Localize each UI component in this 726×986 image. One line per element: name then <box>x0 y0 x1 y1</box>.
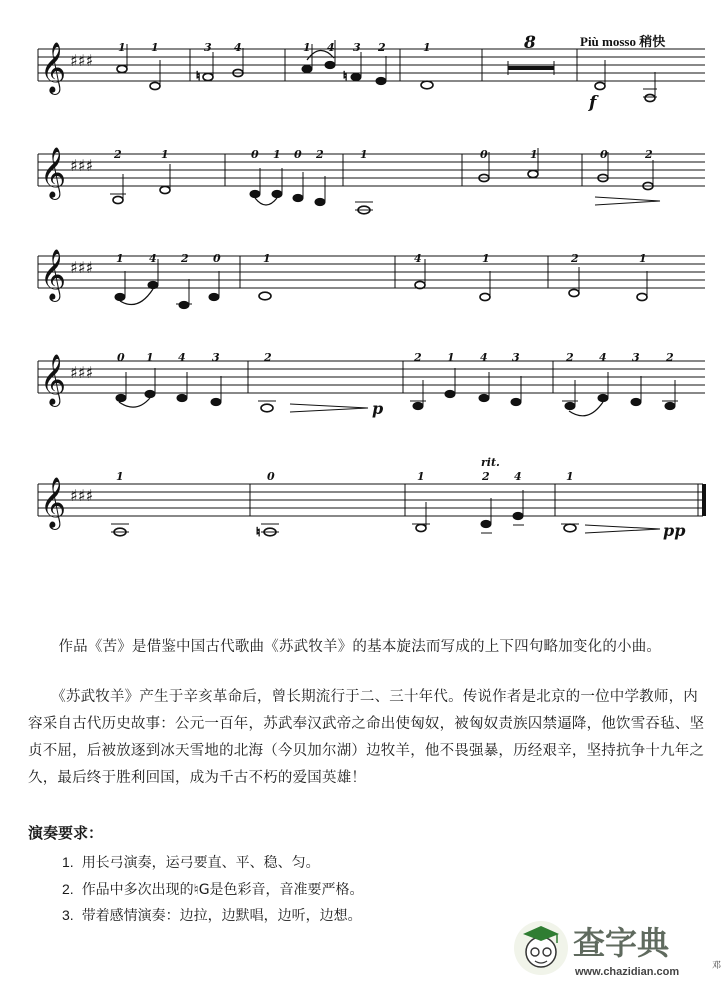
requirement-text: 用长弓演奏，运弓要直、平、稳、匀。 <box>81 855 320 871</box>
svg-text:1: 1 <box>263 252 271 265</box>
svg-text:3: 3 <box>353 41 361 54</box>
svg-text:4: 4 <box>149 252 157 265</box>
svg-text:4: 4 <box>178 351 186 364</box>
ritardando-marking: rit. <box>481 456 500 469</box>
watermark-url: www.chazidian.com <box>575 966 680 978</box>
svg-text:1: 1 <box>360 148 368 161</box>
notes-system-3 <box>115 259 647 309</box>
svg-text:3: 3 <box>204 41 212 54</box>
key-signature-sharps: ♯♯♯ <box>70 258 94 277</box>
svg-text:2: 2 <box>666 351 674 364</box>
svg-text:0: 0 <box>213 252 221 265</box>
requirement-text: 带着感情演奏：边拉，边默唱，边听，边想。 <box>81 908 362 924</box>
notes-system-5 <box>111 490 660 539</box>
svg-text:0: 0 <box>117 351 125 364</box>
key-signature-sharps: ♯♯♯ <box>70 363 94 382</box>
requirement-number: 2. <box>62 881 74 897</box>
treble-clef: 𝄞 <box>40 147 67 198</box>
key-signature-sharps: ♯♯♯ <box>70 156 94 175</box>
svg-text:1: 1 <box>566 470 574 483</box>
svg-text:1: 1 <box>423 41 431 54</box>
treble-clef: 𝄞 <box>40 477 67 528</box>
svg-text:2: 2 <box>482 470 490 483</box>
requirement-text: 作品中多次出现的♮G是色彩音，音准要严格。 <box>81 882 364 898</box>
svg-text:2: 2 <box>316 148 324 161</box>
fingerings-system-4 <box>117 351 674 364</box>
requirements-title: 演奏要求： <box>28 824 104 842</box>
key-signature-sharps: ♯♯♯ <box>70 51 94 70</box>
svg-text:4: 4 <box>327 41 335 54</box>
svg-text:1: 1 <box>447 351 455 364</box>
svg-text:♮: ♮ <box>196 69 201 83</box>
svg-text:0: 0 <box>251 148 259 161</box>
svg-text:1: 1 <box>146 351 154 364</box>
svg-text:1: 1 <box>417 470 425 483</box>
requirement-item-1 <box>62 852 320 872</box>
measure-rest-count: 8 <box>524 33 536 53</box>
description-paragraph-2: 《苏武牧羊》产生于辛亥革命后，曾长期流行于二、三十年代。传说作者是北京的一位中学教师，内容采自古代历史故事：公元一百年，苏武奉汉武帝之命出使匈奴，被匈奴责族囚禁逼降，他饮雪吞毡、坚贞不屈，后被放逐到冰天雪地的北海（今贝加尔湖）边牧羊，他不畏强暴，历经艰辛，坚持抗争十九年之久，最后终于胜利回国，成为千古不朽的爱国英雄！ <box>28 689 705 786</box>
svg-text:3: 3 <box>632 351 640 364</box>
svg-text:2: 2 <box>566 351 574 364</box>
svg-text:3: 3 <box>512 351 520 364</box>
treble-clef: 𝄞 <box>40 42 67 93</box>
requirement-item-3 <box>62 905 362 925</box>
final-barline <box>702 484 706 516</box>
svg-text:♮: ♮ <box>343 69 348 83</box>
svg-text:2: 2 <box>114 148 122 161</box>
svg-text:1: 1 <box>273 148 281 161</box>
svg-text:3: 3 <box>212 351 220 364</box>
svg-text:0: 0 <box>267 470 275 483</box>
svg-text:1: 1 <box>151 41 159 54</box>
svg-text:♮: ♮ <box>256 525 261 539</box>
svg-text:1: 1 <box>116 252 124 265</box>
fingerings-system-5 <box>116 470 574 483</box>
svg-text:2: 2 <box>264 351 272 364</box>
svg-text:1: 1 <box>161 148 169 161</box>
corner-text: 邓 <box>712 961 722 971</box>
svg-text:1: 1 <box>639 252 647 265</box>
key-signature-sharps: ♯♯♯ <box>70 486 94 505</box>
fingerings-system-1 <box>118 41 431 54</box>
dynamic-piano: p <box>372 399 384 418</box>
notes-system-4 <box>116 368 678 416</box>
staff-system-4 <box>38 361 705 393</box>
svg-text:0: 0 <box>600 148 608 161</box>
svg-text:1: 1 <box>303 41 311 54</box>
svg-text:2: 2 <box>645 148 653 161</box>
dynamic-pianissimo: pp <box>663 521 686 540</box>
svg-text:1: 1 <box>482 252 490 265</box>
svg-text:2: 2 <box>414 351 422 364</box>
fingerings-system-3 <box>116 252 647 265</box>
svg-text:1: 1 <box>116 470 124 483</box>
tempo-marking: Più mosso 稍快 <box>580 34 666 49</box>
svg-text:4: 4 <box>234 41 242 54</box>
description-paragraph-1: 作品《苦》是借鉴中国古代歌曲《苏武牧羊》的基本旋法而写成的上下四句略加变化的小曲。 <box>58 639 662 655</box>
requirement-number: 3. <box>62 907 74 923</box>
watermark-name: 查字典 <box>573 924 670 962</box>
svg-text:1: 1 <box>530 148 538 161</box>
svg-text:0: 0 <box>294 148 302 161</box>
notes-system-2 <box>110 148 660 214</box>
svg-text:4: 4 <box>480 351 488 364</box>
svg-text:0: 0 <box>480 148 488 161</box>
svg-text:4: 4 <box>599 351 607 364</box>
svg-text:2: 2 <box>181 252 189 265</box>
svg-text:2: 2 <box>378 41 386 54</box>
requirement-number: 1. <box>62 854 74 870</box>
requirement-item-2 <box>62 879 364 899</box>
dynamic-forte: f <box>589 93 597 113</box>
treble-clef: 𝄞 <box>40 354 67 405</box>
svg-text:2: 2 <box>571 252 579 265</box>
svg-text:1: 1 <box>118 41 126 54</box>
staff-system-5 <box>38 484 703 516</box>
watermark-logo <box>513 910 713 982</box>
staff-system-3 <box>38 256 705 288</box>
svg-text:4: 4 <box>514 470 522 483</box>
svg-text:4: 4 <box>414 252 422 265</box>
treble-clef: 𝄞 <box>40 249 67 300</box>
